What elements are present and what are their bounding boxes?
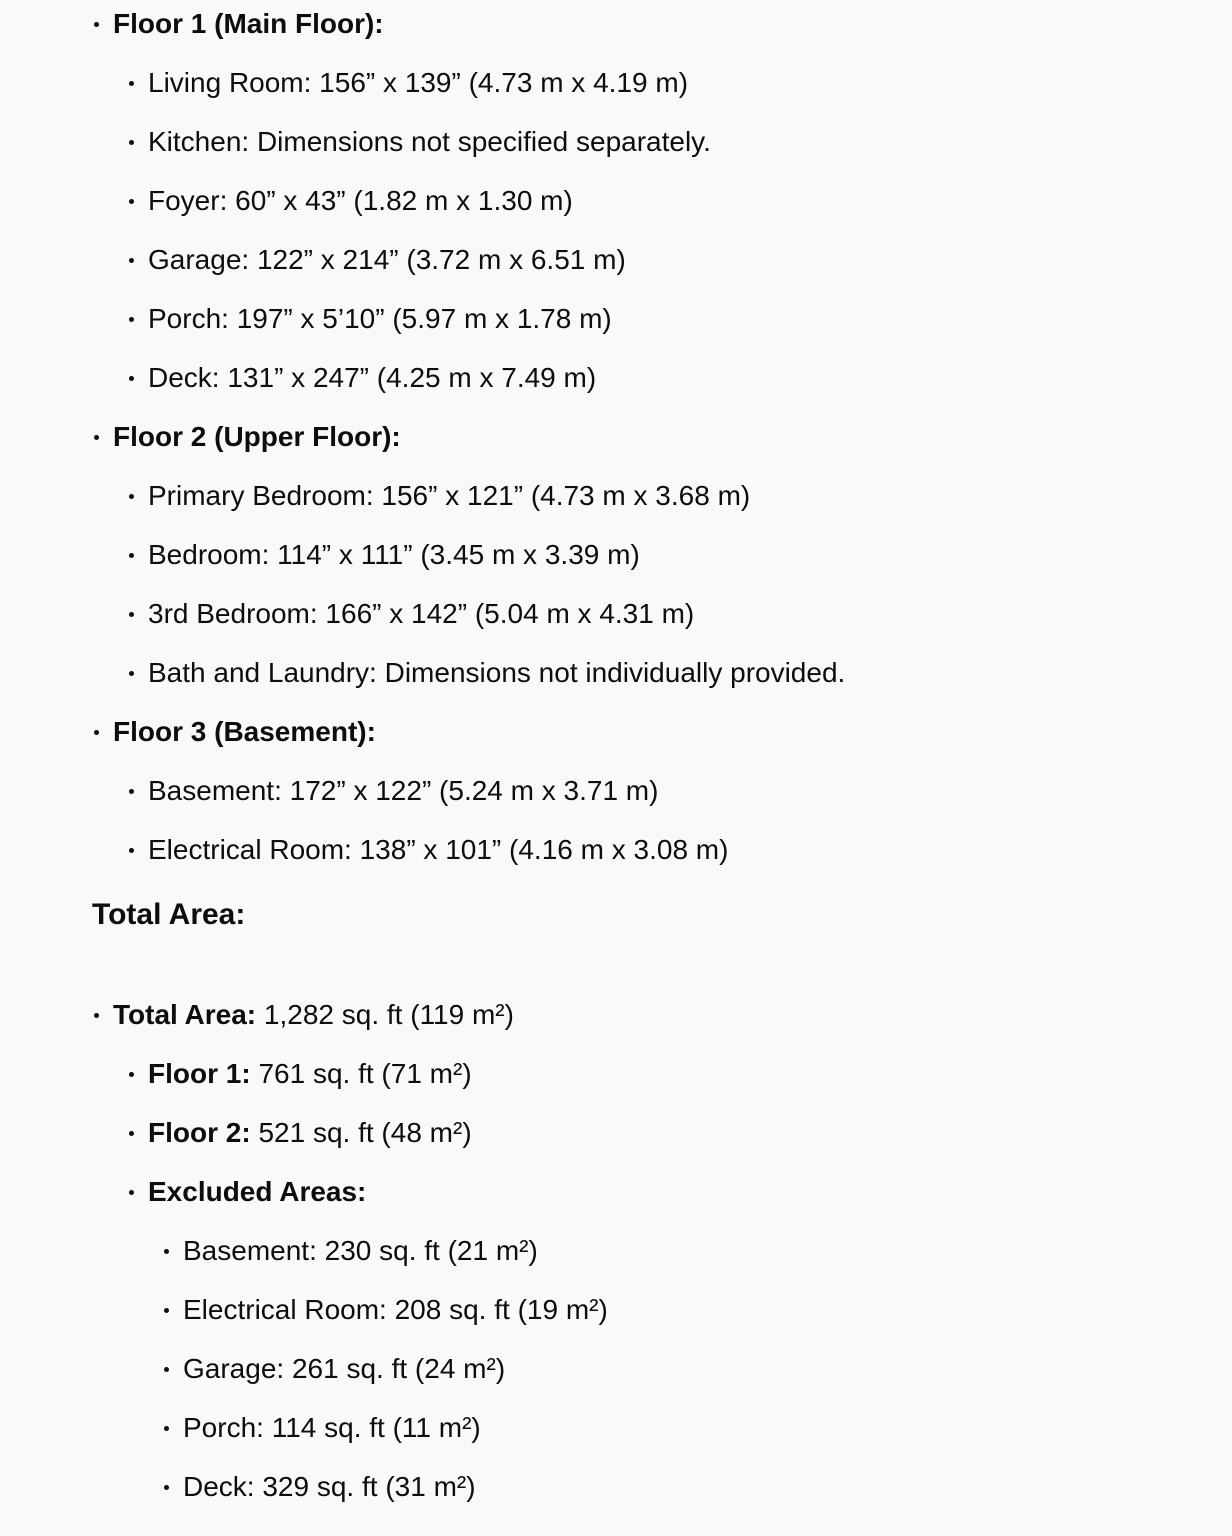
room-item [127,770,1192,812]
room-item [127,180,1192,222]
room-item [127,475,1192,517]
excluded-area-text: Basement: 230 sq. ft (21 m²) [183,1235,538,1266]
room-text: Living Room: 156” x 139” (4.73 m x 4.19 m) [148,67,689,98]
room-text: Bath and Laundry: Dimensions not individually provided. [148,657,846,688]
floor-total-label: Floor 2: [148,1117,251,1148]
excluded-area-item [162,1289,1192,1331]
excluded-areas-list [162,1230,1192,1508]
total-area-list [92,994,1192,1508]
room-text: Kitchen: Dimensions not specified separately. [148,126,711,157]
room-text: Basement: 172” x 122” (5.24 m x 3.71 m) [148,775,659,806]
total-area-label: Total Area: [113,999,257,1030]
floor-label: Floor 1 (Main Floor): [113,8,384,39]
floor-rooms-list [127,770,1192,871]
room-text: Porch: 197” x 5’10” (5.97 m x 1.78 m) [148,303,612,334]
room-item [127,652,1192,694]
total-area-heading: Total Area: [92,898,246,931]
room-item [127,593,1192,635]
excluded-area-text: Porch: 114 sq. ft (11 m²) [183,1412,481,1443]
floor-label: Floor 3 (Basement): [113,716,376,747]
floor-item [92,416,1192,694]
room-item [127,121,1192,163]
excluded-areas-item [127,1171,1192,1508]
room-text: 3rd Bedroom: 166” x 142” (5.04 m x 4.31 m) [148,598,695,629]
excluded-area-text: Electrical Room: 208 sq. ft (19 m²) [183,1294,608,1325]
total-area-value: 1,282 sq. ft (119 m²) [263,999,514,1030]
excluded-area-text: Deck: 329 sq. ft (31 m²) [183,1471,476,1502]
excluded-area-item [162,1230,1192,1272]
room-item [127,534,1192,576]
room-text: Deck: 131” x 247” (4.25 m x 7.49 m) [148,362,597,393]
room-text: Foyer: 60” x 43” (1.82 m x 1.30 m) [148,185,573,216]
excluded-area-text: Garage: 261 sq. ft (24 m²) [183,1353,506,1384]
excluded-area-item [162,1407,1192,1449]
room-text: Primary Bedroom: 156” x 121” (4.73 m x 3.68 m) [148,480,751,511]
room-item [127,298,1192,340]
floor-dimensions-list [92,3,1192,871]
floor-total-label: Floor 1: [148,1058,251,1089]
floor-total-value: 521 sq. ft (48 m²) [258,1117,472,1148]
floor-item [92,711,1192,871]
floor-total-item [127,1053,1192,1095]
total-breakdown-list [127,1053,1192,1508]
floor-item [92,3,1192,399]
excluded-areas-label: Excluded Areas: [148,1176,367,1207]
room-text: Bedroom: 114” x 111” (3.45 m x 3.39 m) [148,539,640,570]
floor-label: Floor 2 (Upper Floor): [113,421,401,452]
excluded-area-item [162,1348,1192,1390]
room-item [127,357,1192,399]
room-text: Garage: 122” x 214” (3.72 m x 6.51 m) [148,244,626,275]
total-area-item [92,994,1192,1508]
floor-rooms-list [127,475,1192,694]
floor-total-item [127,1112,1192,1154]
room-item [127,829,1192,871]
room-text: Electrical Room: 138” x 101” (4.16 m x 3.08 m) [148,834,729,865]
excluded-area-item [162,1466,1192,1508]
room-item [127,62,1192,104]
room-item [127,239,1192,281]
floor-total-value: 761 sq. ft (71 m²) [258,1058,472,1089]
floor-rooms-list [127,62,1192,399]
